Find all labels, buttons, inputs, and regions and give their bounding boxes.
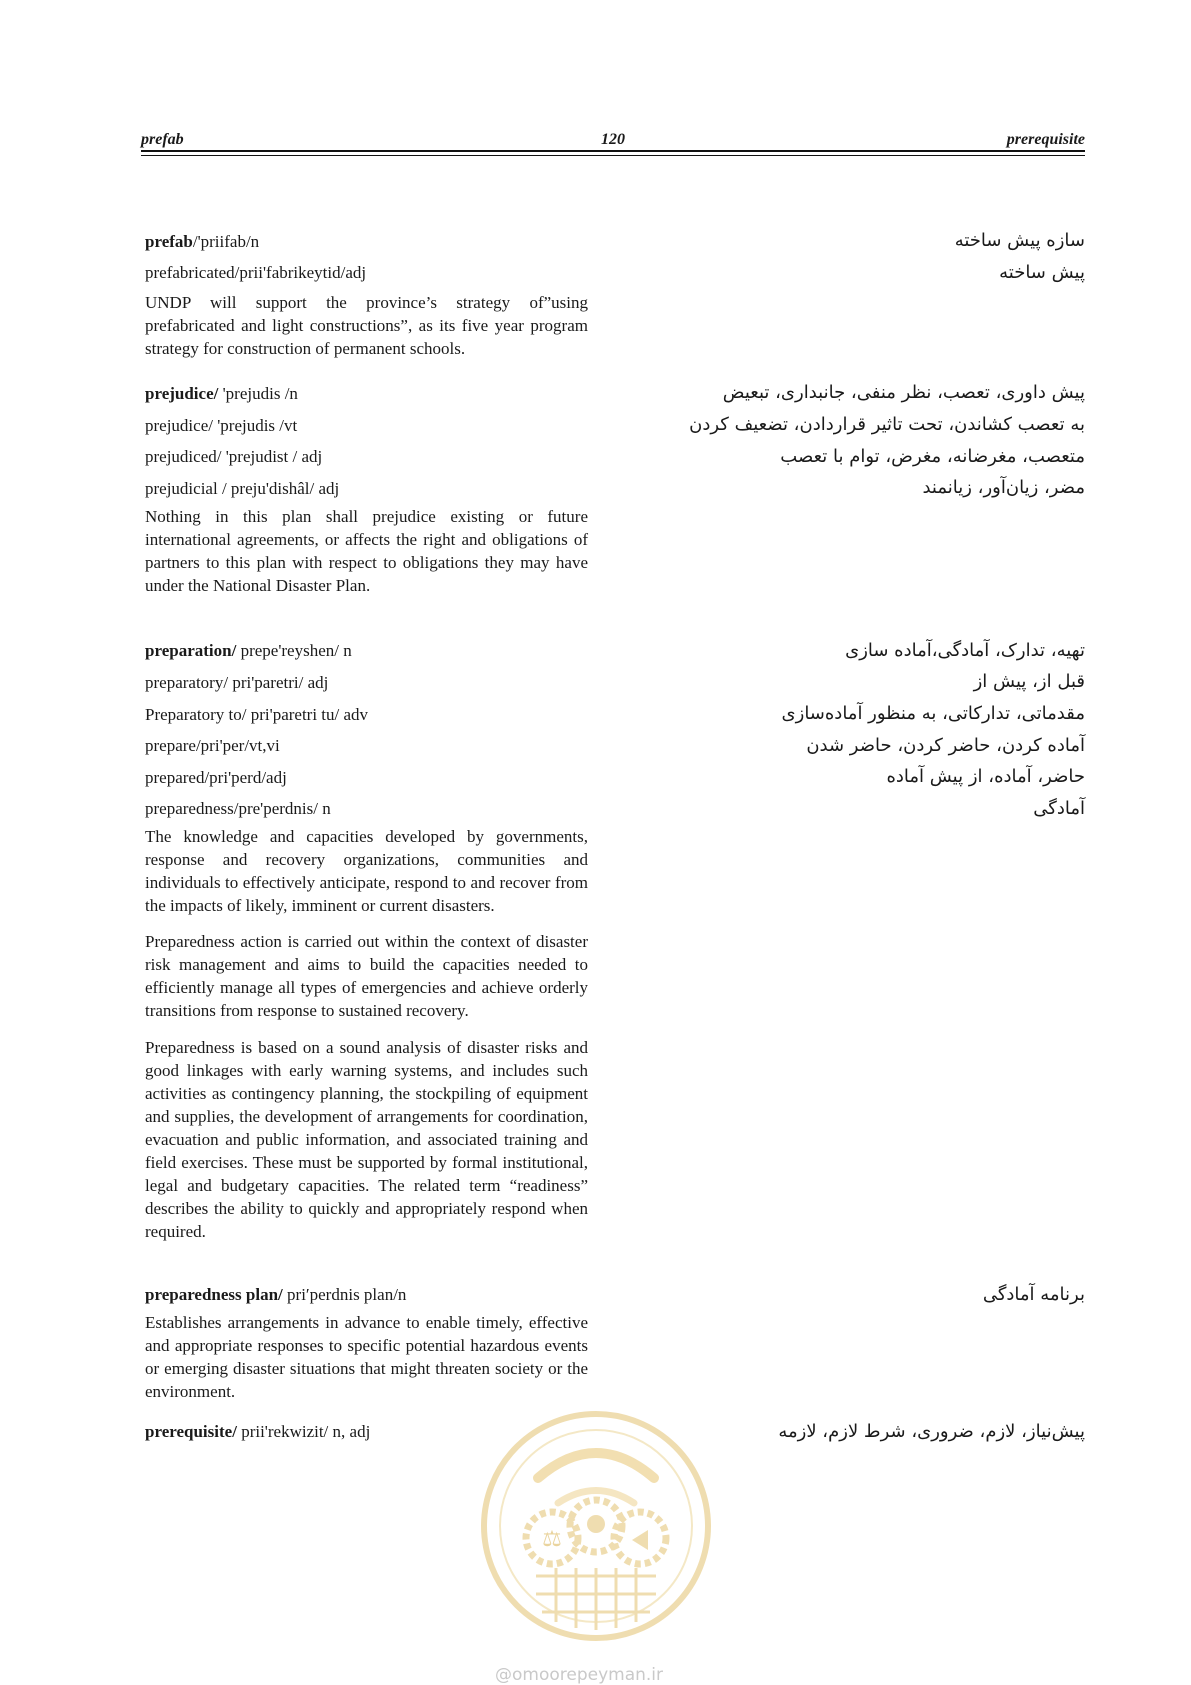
header-right-guideword: prerequisite xyxy=(1006,131,1085,148)
translation-prejudice-n: پیش داوری، تعصب، نظر منفی، جانبداری، تبعیض xyxy=(722,382,1085,403)
translation-prejudicial: مضر، زیان‌آور، زیانمند xyxy=(922,477,1085,498)
translation-preparedness: آمادگی xyxy=(1033,798,1085,819)
header-rule-thick xyxy=(141,150,1085,152)
page-header xyxy=(141,128,1085,154)
example-paragraph: UNDP will support the province’s strategy of”using prefabricated and light constructions”, as its five year program strategy for construction of permanent schools. xyxy=(145,293,588,358)
header-rule-thin xyxy=(141,155,1085,156)
entry-prepare: prepare/pri'per/vt,vi xyxy=(145,736,280,755)
headword: prerequisite/ xyxy=(145,1422,237,1441)
entry-preparedness: preparedness/pre'perdnis/ n xyxy=(145,799,331,818)
headword: prefab xyxy=(145,232,193,251)
entry-prejudiced: prejudiced/ 'prejudist / adj xyxy=(145,447,323,466)
scales-icon: ⚖ xyxy=(542,1527,562,1552)
translation-prerequisite: پیش‌نیاز، لازم، ضروری، شرط لازم، لازمه xyxy=(778,1421,1085,1442)
headword: preparedness plan/ xyxy=(145,1285,283,1304)
definition-paragraph: The knowledge and capacities developed by governments, response and recovery organizations, communities and individuals to effectively anticipate, respond to and recover from the impacts of likely, imminent or current disasters. xyxy=(145,827,588,915)
translation-prejudiced: متعصب، مغرضانه، مغرض، توام با تعصب xyxy=(780,446,1085,467)
translation-preparatory-to: مقدماتی، تدارکاتی، به منظور آماده‌سازی xyxy=(781,703,1085,724)
headword: preparation/ xyxy=(145,641,237,660)
definition-paragraph: Preparedness action is carried out within the context of disaster risk management and aims to build the capacities needed to efficiently manage all types of emergencies and achieve orderly transitions from response to sustained recovery. xyxy=(145,932,588,1020)
translation-prepared: حاضر، آماده، از پیش آماده xyxy=(886,766,1085,787)
entry-preparatory: preparatory/ pri'paretri/ adj xyxy=(145,673,329,692)
watermark-seal-icon xyxy=(478,1408,714,1644)
entry-prepared: prepared/pri'perd/adj xyxy=(145,768,287,787)
translation-preparatory: قبل از، پیش از xyxy=(973,671,1085,692)
entry-prefabricated xyxy=(145,263,588,283)
translation-prefabricated: پیش ساخته xyxy=(999,262,1085,283)
pronunciation: /'priifab/n xyxy=(192,232,260,251)
entry-prejudicial: prejudicial / preju'dishâl/ adj xyxy=(145,479,340,498)
pronunciation: prefabricated/prii'fabrikeytid/adj xyxy=(145,263,367,282)
entry-preparatory-to: Preparatory to/ pri'paretri tu/ adv xyxy=(145,705,369,724)
entry-prefab xyxy=(145,232,588,252)
header-left-guideword: prefab xyxy=(141,131,184,148)
translation-preparation: تهیه، تدارک، آمادگی،آماده سازی xyxy=(845,640,1085,661)
entry-preparedness-plan xyxy=(145,1285,588,1305)
translation-prepare: آماده کردن، حاضر کردن، حاضر شدن xyxy=(806,735,1085,756)
example-paragraph: Nothing in this plan shall prejudice existing or future international agreements, or affects the right and obligations of partners to this plan with respect to obligations they may have under the National Disaster Plan. xyxy=(145,507,588,595)
watermark-site-text: @omoorepeyman.ir xyxy=(495,1665,664,1685)
translation-prefab: سازه پیش ساخته xyxy=(954,230,1085,251)
translation-prejudice-vt: به تعصب کشاندن، تحت تاثیر قراردادن، تضعیف کردن xyxy=(689,414,1085,435)
pronunciation: pri′perdnis plan/n xyxy=(282,1285,407,1304)
definition-paragraph: Establishes arrangements in advance to enable timely, effective and appropriate responses to specific potential hazardous events or emerging disaster situations that might threaten society or the environment. xyxy=(145,1313,588,1401)
entry-preparation xyxy=(145,641,588,661)
translation-preparedness-plan: برنامه آمادگی xyxy=(982,1284,1085,1305)
entry-prejudice-n xyxy=(145,384,588,404)
pronunciation: 'prejudis /n xyxy=(218,384,298,403)
page-number: 120 xyxy=(601,131,625,148)
pronunciation: prii'rekwizit/ n, adj xyxy=(236,1422,371,1441)
copyright-icon: @ xyxy=(495,1665,512,1685)
entry-prejudice-vt: prejudice/ 'prejudis /vt xyxy=(145,416,298,435)
pronunciation: prepe'reyshen/ n xyxy=(236,641,352,660)
headword: prejudice/ xyxy=(145,384,219,403)
definition-paragraph: Preparedness is based on a sound analysis of disaster risks and good linkages with early warning systems, and includes such activities as contingency planning, the stockpiling of equipment and supplies, the development of arrangements for coordination, evacuation and public information, and associated training and field exercises. These must be supported by formal institutional, legal and budgetary capacities. The related term “readiness” describes the ability to quickly and appropriately respond when required. xyxy=(145,1038,588,1241)
